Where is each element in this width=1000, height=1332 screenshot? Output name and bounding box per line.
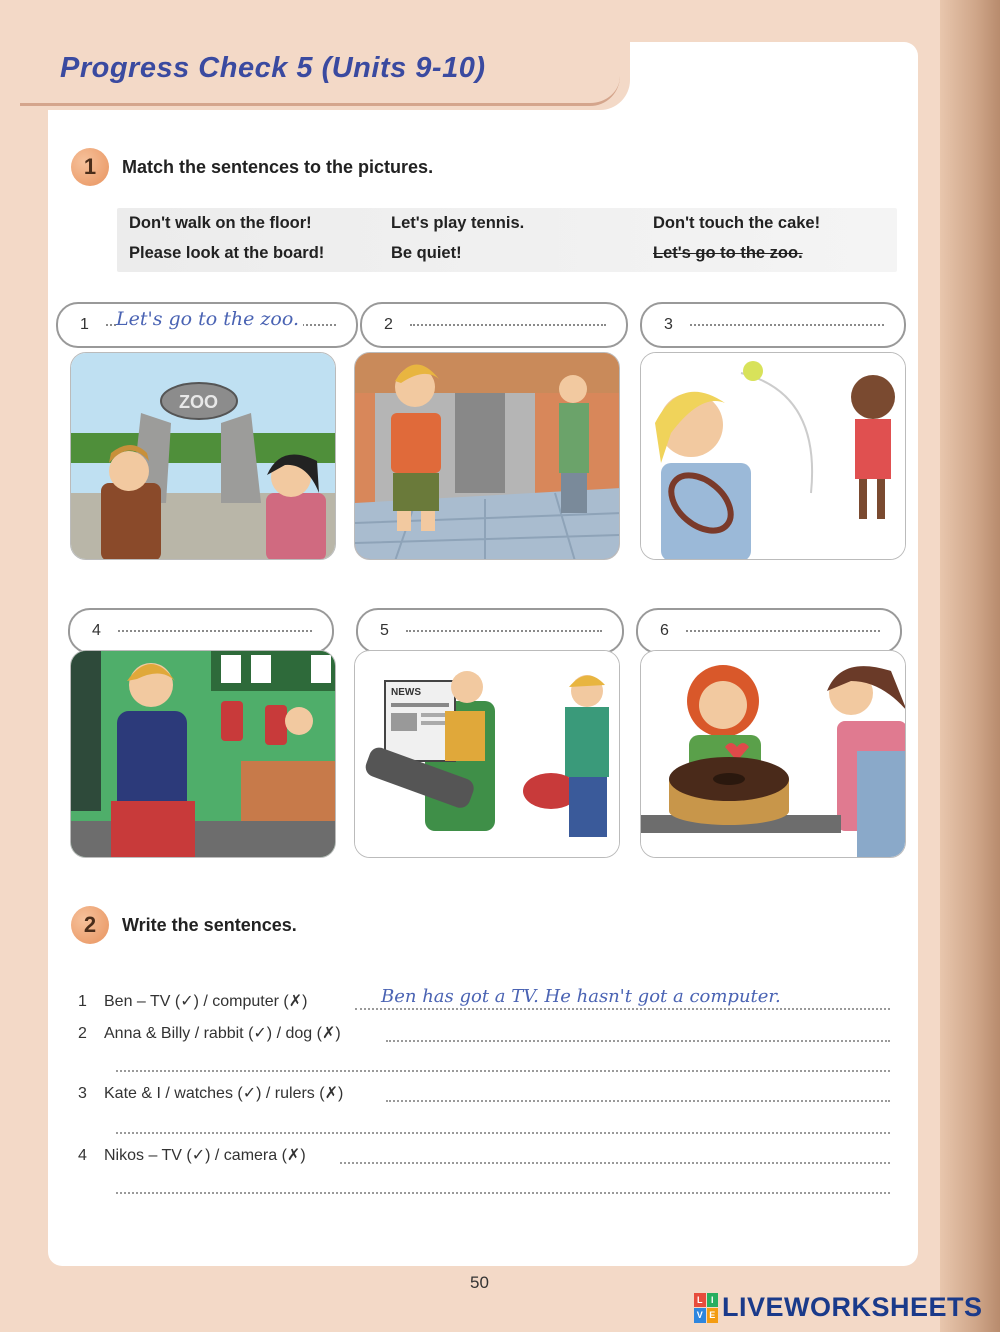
page-edge-shadow [940,0,1000,1332]
answer-bubble-6[interactable] [636,608,902,654]
option-4: Please look at the board! [129,244,325,262]
exercise-2-item-2 [78,1023,341,1043]
bubble-number: 2 [384,316,393,333]
answer-line [118,630,312,632]
answer-line-4a[interactable] [340,1162,890,1164]
item-number: 4 [78,1147,87,1164]
item-prompt: Ben – TV (✓) / computer (✗) [104,993,308,1010]
answer-line-3b[interactable] [116,1132,890,1134]
zoo-sign-text: ZOO [179,392,218,412]
brand-name: LIVEWORKSHEETS [722,1292,983,1322]
answer-bubble-3[interactable] [640,302,906,348]
item-prompt: Nikos – TV (✓) / camera (✗) [104,1147,306,1164]
answer-line-3a[interactable] [386,1100,890,1102]
item-prompt: Kate & I / watches (✓) / rulers (✗) [104,1085,344,1102]
exercise-2-heading: Write the sentences. [122,915,297,935]
answer-line-2a[interactable] [386,1040,890,1042]
newspaper-masthead: NEWS [391,687,421,698]
answer-bubble-5[interactable] [356,608,624,654]
item-number: 1 [78,993,87,1010]
bubble-number: 6 [660,622,669,639]
answer-line [410,324,606,326]
exercise-1-heading: Match the sentences to the pictures. [122,157,434,177]
answer-line-4b[interactable] [116,1192,890,1194]
exercise-2-item-1 [78,991,307,1011]
bubble-number: 1 [80,316,89,333]
answer-line [406,630,602,632]
exercise-2-number: 2 [71,906,109,944]
answer-text: Let's go to the zoo. [116,308,303,330]
answer-1: Ben has got a TV. He hasn't got a computer. [378,986,784,1007]
option-6-used: Let's go to the zoo. [653,244,803,262]
picture-3-tennis [640,352,906,560]
word-box [117,208,897,272]
liveworksheets-brand[interactable] [694,1292,983,1323]
bubble-number: 3 [664,316,673,333]
item-number: 3 [78,1085,87,1102]
answer-bubble-1[interactable] [56,302,358,348]
option-3: Don't touch the cake! [653,214,821,232]
answer-bubble-2[interactable] [360,302,628,348]
answer-line [686,630,880,632]
option-2: Let's play tennis. [391,214,525,232]
exercise-2-item-4 [78,1145,306,1165]
answer-line [690,324,884,326]
exercise-2-item-3 [78,1083,343,1103]
answer-line-2b[interactable] [116,1070,890,1072]
picture-1-zoo [70,352,336,560]
answer-bubble-4[interactable] [68,608,334,654]
page-number: 50 [470,1273,489,1292]
picture-6-cake [640,650,906,858]
bubble-number: 4 [92,622,101,639]
exercise-1-number: 1 [71,148,109,186]
picture-4-classroom [70,650,336,858]
item-number: 2 [78,1025,87,1042]
bubble-number: 5 [380,622,389,639]
picture-5-drum [354,650,620,858]
page-title: Progress Check 5 (Units 9-10) [60,52,486,84]
option-1: Don't walk on the floor! [129,214,312,232]
option-5: Be quiet! [391,244,462,262]
item-prompt: Anna & Billy / rabbit (✓) / dog (✗) [104,1025,341,1042]
liveworksheets-logo-icon: L I V E [694,1293,718,1323]
answer-line-1[interactable] [355,1008,890,1010]
picture-2-floor [354,352,620,560]
